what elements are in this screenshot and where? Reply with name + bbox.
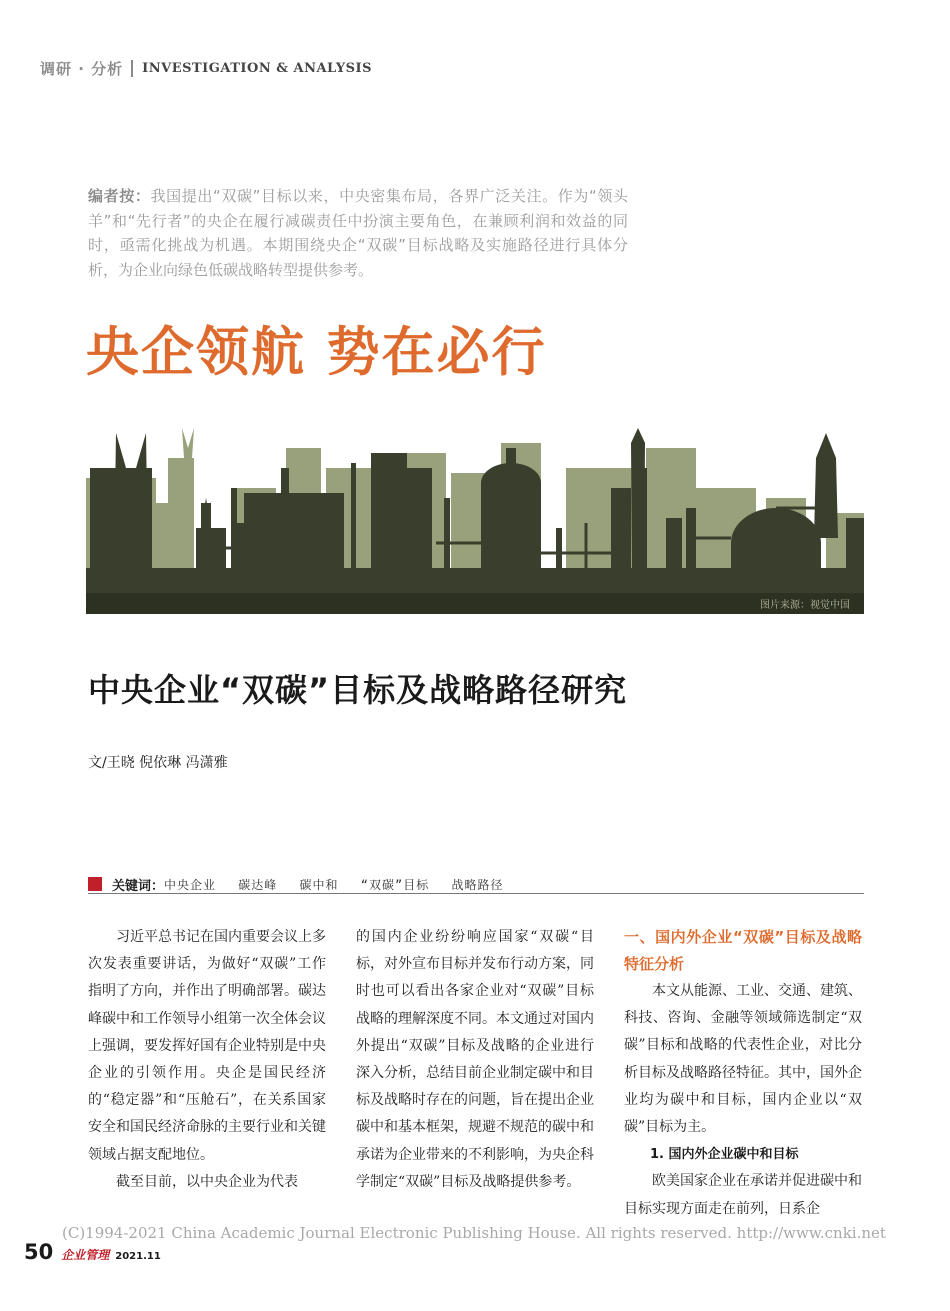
keywords-list [164, 876, 517, 893]
section-header [40, 58, 372, 79]
keywords-label: 关键词： [112, 878, 165, 894]
body-paragraph: 欧美国家企业在承诺并促进碳中和目标实现方面走在前列，日系企 [624, 1173, 862, 1217]
body-paragraph: 截至目前，以中央企业为代表 [116, 1173, 298, 1190]
keyword-item: 战略路径 [451, 877, 504, 892]
keyword-item: 中央企业 [164, 877, 217, 892]
section-label-en: INVESTIGATION & ANALYSIS [142, 61, 372, 76]
keyword-item: 碳中和 [299, 877, 339, 892]
body-paragraph: 的国内企业纷纷响应国家“双碳“目标，对外宣布目标并发布行动方案，同时也可以看出各家企业对“双碳”目标战略的理解深度不同。本文通过对国内外提出“双碳”目标及战略的企业进行深入分析，总结目前企业制定碳中和目标及战略时存在的问题，旨在提出企业碳中和基本框架，规避不规范的碳中和承诺为企业带来的不利影响，为央企科学制定“双碳”目标及战略提供参考。 [356, 929, 594, 1190]
keywords-bar [88, 874, 864, 894]
article-title: 中央企业“双碳”目标及战略路径研究 [88, 671, 628, 709]
editor-note-label: 编者按： [88, 187, 151, 205]
editor-note-text: 我国提出“双碳”目标以来，中央密集布局，各界广泛关注。作为“领头羊”和“先行者”的央企在履行减碳责任中扮演主要角色，在兼顾利润和效益的同时，亟需化挑战为机遇。本期围绕央企“双碳”目标战略及实施路径进行具体分析，为企业向绿色低碳战略转型提供参考。 [88, 187, 628, 279]
editor-note [88, 184, 628, 282]
banner-title: 央企领航 势在必行 [86, 321, 547, 383]
body-column-2 [356, 924, 594, 1196]
article-authors: 文/王晓 倪依琳 冯潇雅 [88, 755, 228, 771]
body-column-1 [88, 924, 326, 1196]
body-paragraph: 本文从能源、工业、交通、建筑、科技、咨询、金融等领域筛选制定“双碳”目标和战略的代表性企业，对比分析目标及战略路径特征。其中，国外企业均为碳中和目标，国内企业以“双碳”目标为主。 [624, 983, 862, 1136]
copyright-watermark: (C)1994-2021 China Academic Journal Electronic Publishing House. All rights reserved. http://www.cnki.net [62, 1224, 886, 1242]
body-paragraph: 习近平总书记在国内重要会议上多次发表重要讲话，为做好“双碳”工作指明了方向，并作出了明确部署。碳达峰碳中和工作领导小组第一次全体会议上强调，要发挥好国有企业特别是中央企业的引领作用。央企是国民经济的“稳定器”和“压舱石”，在关系国家安全和国民经济命脉的主要行业和关键领域占据支配地位。 [88, 929, 326, 1163]
image-credit: 图片来源：视觉中国 [760, 600, 850, 611]
page-number: 50 [24, 1240, 54, 1264]
subsection-heading: 1. 国内外企业碳中和目标 [650, 1147, 799, 1163]
industrial-skyline-image [86, 428, 864, 614]
page-footer [24, 1240, 161, 1264]
header-divider [131, 60, 133, 77]
body-column-3 [624, 924, 862, 1223]
section-heading: 一、国内外企业“双碳”目标及战略特征分析 [624, 928, 862, 973]
magazine-logo: 企业管理 [61, 1248, 110, 1262]
issue-number: 2021.11 [115, 1251, 161, 1262]
keyword-item: “双碳”目标 [360, 877, 430, 892]
keywords-divider [88, 893, 864, 894]
section-label-cn: 调研 · 分析 [40, 60, 124, 78]
keyword-marker-icon [88, 877, 102, 891]
keyword-item: 碳达峰 [238, 877, 278, 892]
